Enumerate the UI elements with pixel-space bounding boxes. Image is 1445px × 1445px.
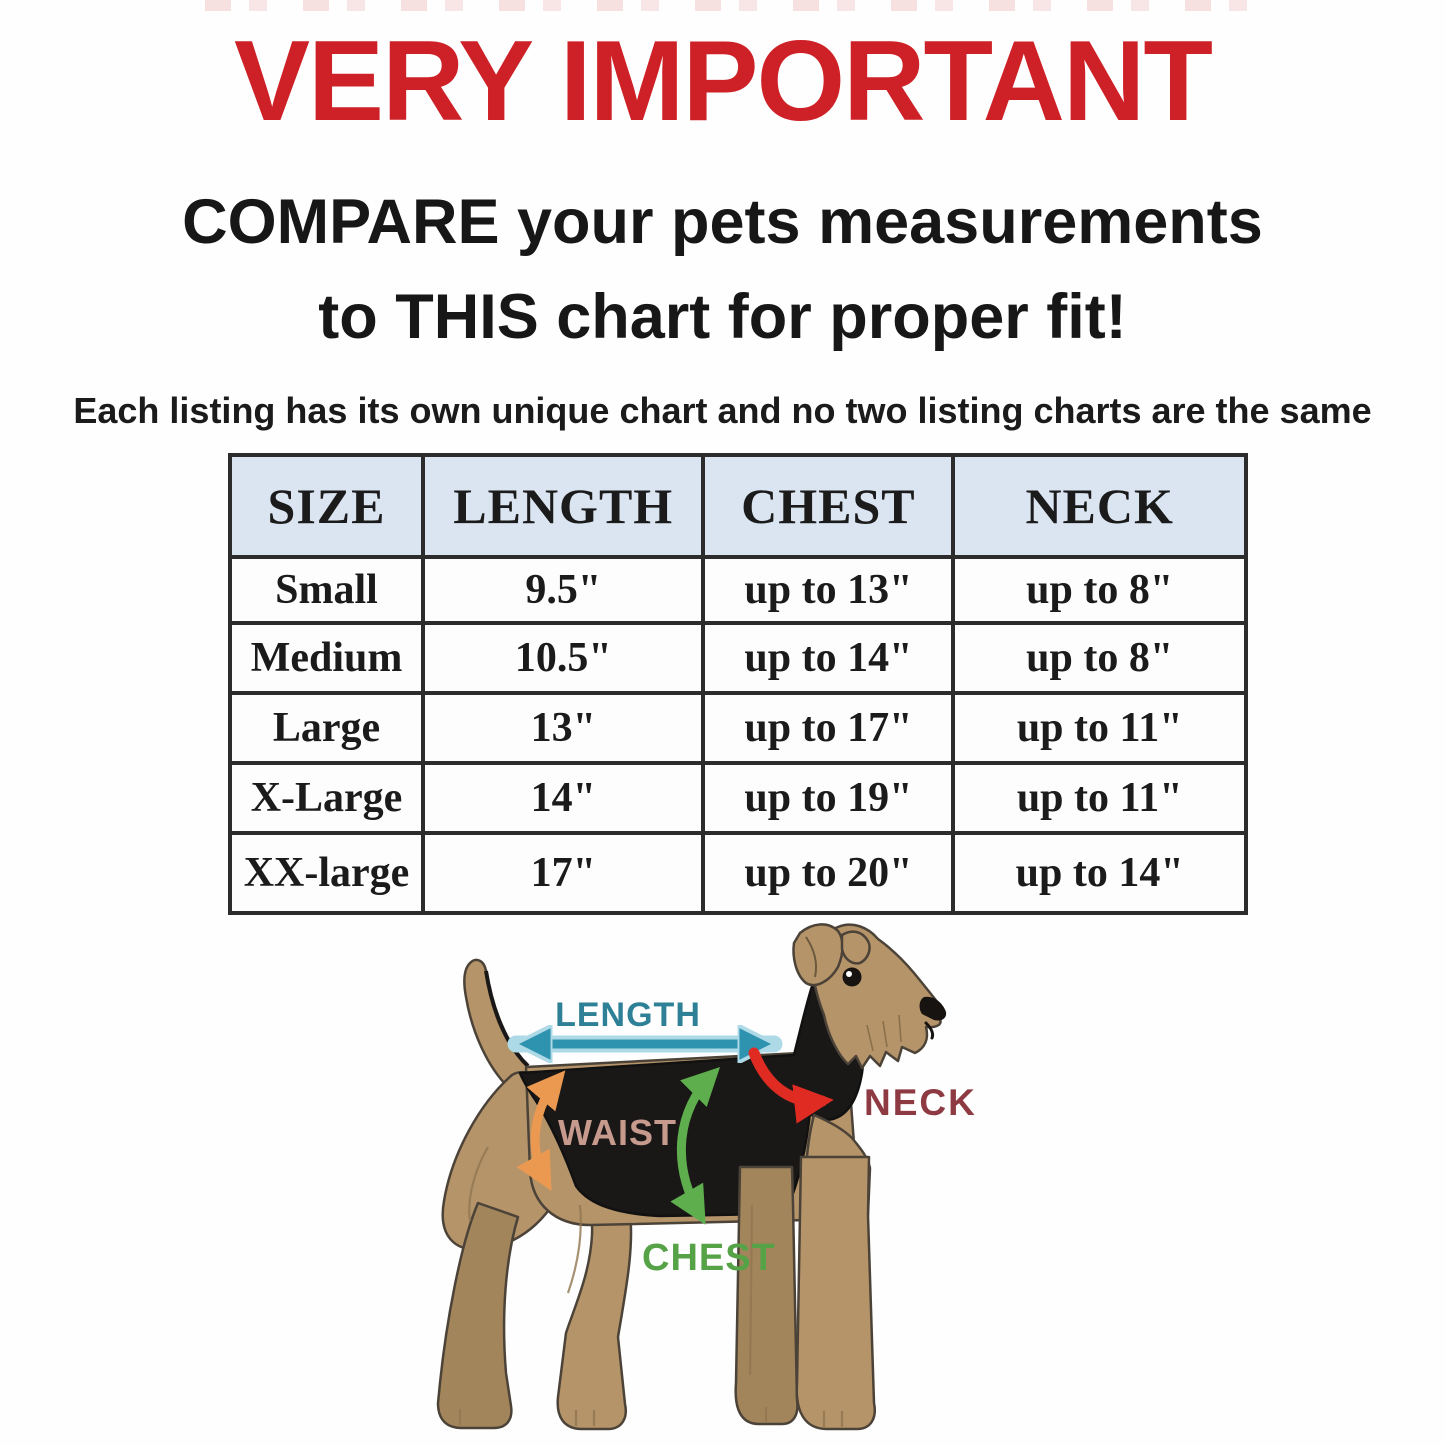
table-row xyxy=(230,763,1246,833)
cell-chest: up to 17" xyxy=(703,693,953,763)
table-row xyxy=(230,623,1246,693)
length-label: LENGTH xyxy=(555,996,701,1034)
col-header-length: LENGTH xyxy=(423,455,703,557)
cell-size: Small xyxy=(230,557,423,623)
cell-chest: up to 20" xyxy=(703,833,953,913)
size-chart-table xyxy=(228,453,1248,915)
dog-illustration xyxy=(380,905,1260,1445)
clipped-text-fragments xyxy=(205,0,1250,11)
cell-size: XX-large xyxy=(230,833,423,913)
listing-note: Each listing has its own unique chart and no two listing charts are the same xyxy=(73,390,1372,431)
cell-neck: up to 8" xyxy=(953,623,1246,693)
cell-neck: up to 14" xyxy=(953,833,1246,913)
neck-label: NECK xyxy=(864,1082,977,1123)
page-title: VERY IMPORTANT xyxy=(234,18,1211,145)
dog-near-front-leg xyxy=(797,1157,875,1429)
subtitle-line-2: to THIS chart for proper fit! xyxy=(318,282,1127,352)
cell-size: Large xyxy=(230,693,423,763)
col-header-neck: NECK xyxy=(953,455,1246,557)
measurement-diagram xyxy=(380,905,1260,1445)
subtitle-line-1: COMPARE your pets measurements xyxy=(182,187,1263,257)
cell-length: 10.5" xyxy=(423,623,703,693)
dog-eye-icon xyxy=(843,968,862,987)
cell-length: 14" xyxy=(423,763,703,833)
cell-size: Medium xyxy=(230,623,423,693)
cell-size: X-Large xyxy=(230,763,423,833)
cell-neck: up to 11" xyxy=(953,763,1246,833)
table-row xyxy=(230,693,1246,763)
col-header-chest: CHEST xyxy=(703,455,953,557)
cell-chest: up to 14" xyxy=(703,623,953,693)
cell-neck: up to 8" xyxy=(953,557,1246,623)
dog-tail xyxy=(464,960,529,1087)
dog-far-front-leg xyxy=(736,1167,798,1424)
table-header-row xyxy=(230,455,1246,557)
cell-chest: up to 19" xyxy=(703,763,953,833)
col-header-size: SIZE xyxy=(230,455,423,557)
cell-length: 13" xyxy=(423,693,703,763)
waist-label: WAIST xyxy=(558,1112,677,1153)
chest-label: CHEST xyxy=(642,1237,776,1279)
table-row xyxy=(230,557,1246,623)
table-row xyxy=(230,833,1246,913)
size-chart-table-wrap xyxy=(228,453,1248,915)
cell-length: 9.5" xyxy=(423,557,703,623)
cell-length: 17" xyxy=(423,833,703,913)
cell-chest: up to 13" xyxy=(703,557,953,623)
cell-neck: up to 11" xyxy=(953,693,1246,763)
